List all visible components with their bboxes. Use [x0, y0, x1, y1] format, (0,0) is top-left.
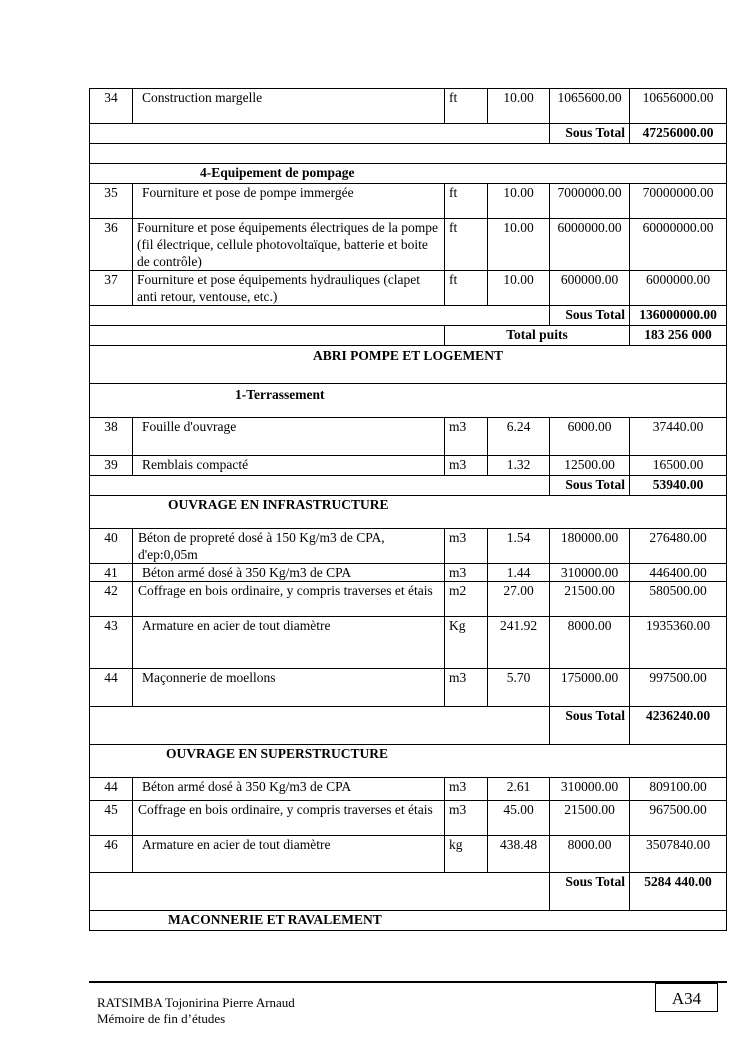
- section-title: OUVRAGE EN SUPERSTRUCTURE: [90, 745, 727, 778]
- item-number: 39: [90, 456, 133, 476]
- section-title: 4-Equipement de pompage: [90, 164, 727, 184]
- item-unit: m2: [445, 582, 488, 617]
- total-row: [90, 326, 727, 346]
- item-description: Fouille d'ouvrage: [133, 418, 445, 456]
- item-description: Maçonnerie de moellons: [133, 669, 445, 707]
- item-unit-price: 21500.00: [550, 801, 630, 836]
- item-unit: m3: [445, 801, 488, 836]
- item-unit: Kg: [445, 617, 488, 669]
- subtotal-label: Sous Total: [550, 124, 630, 144]
- item-unit: m3: [445, 778, 488, 801]
- section-title: MACONNERIE ET RAVALEMENT: [90, 911, 727, 931]
- item-description: Remblais compacté: [133, 456, 445, 476]
- table-row: [90, 184, 727, 219]
- subtotal-row: [90, 476, 727, 496]
- section-header-row: [90, 496, 727, 529]
- item-number: 43: [90, 617, 133, 669]
- item-unit: m3: [445, 529, 488, 564]
- item-unit-price: 8000.00: [550, 836, 630, 873]
- subtotal-value: 47256000.00: [630, 124, 727, 144]
- item-unit: kg: [445, 836, 488, 873]
- item-description: Armature en acier de tout diamètre: [133, 836, 445, 873]
- table-row: [90, 564, 727, 582]
- item-unit-price: 600000.00: [550, 271, 630, 306]
- item-unit: ft: [445, 184, 488, 219]
- section-title: OUVRAGE EN INFRASTRUCTURE: [90, 496, 727, 529]
- item-unit-price: 1065600.00: [550, 89, 630, 124]
- spacer-row: [90, 144, 727, 164]
- section-header-row: [90, 911, 727, 931]
- table-row: [90, 219, 727, 271]
- item-number: 46: [90, 836, 133, 873]
- table-row: [90, 778, 727, 801]
- subtotal-label: Sous Total: [550, 476, 630, 496]
- item-description: Construction margelle: [133, 89, 445, 124]
- item-quantity: 6.24: [488, 418, 550, 456]
- item-amount: 37440.00: [630, 418, 727, 456]
- item-number: 42: [90, 582, 133, 617]
- item-unit-price: 7000000.00: [550, 184, 630, 219]
- item-number: 34: [90, 89, 133, 124]
- table-row: [90, 617, 727, 669]
- subtotal-row: [90, 306, 727, 326]
- estimate-document: [89, 88, 726, 931]
- item-quantity: 10.00: [488, 184, 550, 219]
- item-unit-price: 6000000.00: [550, 219, 630, 271]
- item-unit: ft: [445, 219, 488, 271]
- footer-author: RATSIMBA Tojonirina Pierre Arnaud: [97, 995, 295, 1010]
- bill-of-quantities-table: [89, 88, 727, 931]
- item-amount: 1935360.00: [630, 617, 727, 669]
- item-number: 38: [90, 418, 133, 456]
- total-value: 183 256 000: [630, 326, 727, 346]
- item-unit-price: 310000.00: [550, 564, 630, 582]
- subtotal-label: Sous Total: [550, 306, 630, 326]
- table-row: [90, 89, 727, 124]
- item-amount: 3507840.00: [630, 836, 727, 873]
- footer-author-block: [97, 995, 295, 1027]
- subtotal-row: [90, 707, 727, 745]
- item-description: Fourniture et pose équipements électriques de la pompe (fil électrique, cellule photovoltaïque, batterie et boite de contrôle): [133, 219, 445, 271]
- item-amount: 967500.00: [630, 801, 727, 836]
- footer-rule: [89, 981, 727, 983]
- section-header-row: [90, 164, 727, 184]
- table-row: [90, 418, 727, 456]
- item-number: 44: [90, 778, 133, 801]
- item-amount: 446400.00: [630, 564, 727, 582]
- item-unit-price: 180000.00: [550, 529, 630, 564]
- item-quantity: 10.00: [488, 219, 550, 271]
- section-header-row: [90, 745, 727, 778]
- item-description: Béton de propreté dosé à 150 Kg/m3 de CPA, d'ep:0,05m: [133, 529, 445, 564]
- table-row: [90, 582, 727, 617]
- item-unit: m3: [445, 418, 488, 456]
- item-quantity: 45.00: [488, 801, 550, 836]
- item-amount: 6000000.00: [630, 271, 727, 306]
- item-quantity: 438.48: [488, 836, 550, 873]
- item-quantity: 10.00: [488, 271, 550, 306]
- section-header-row: [90, 346, 727, 384]
- item-quantity: 1.54: [488, 529, 550, 564]
- page-number: A34: [655, 983, 718, 1012]
- subtotal-label: Sous Total: [550, 707, 630, 745]
- item-description: Coffrage en bois ordinaire, y compris traverses et étais: [133, 801, 445, 836]
- total-label: Total puits: [445, 326, 630, 346]
- item-number: 35: [90, 184, 133, 219]
- section-title: ABRI POMPE ET LOGEMENT: [90, 346, 727, 384]
- item-quantity: 1.44: [488, 564, 550, 582]
- table-row: [90, 529, 727, 564]
- item-amount: 60000000.00: [630, 219, 727, 271]
- item-unit-price: 6000.00: [550, 418, 630, 456]
- item-number: 36: [90, 219, 133, 271]
- item-description: Fourniture et pose équipements hydrauliques (clapet anti retour, ventouse, etc.): [133, 271, 445, 306]
- subtotal-row: [90, 873, 727, 911]
- item-unit-price: 12500.00: [550, 456, 630, 476]
- item-number: 37: [90, 271, 133, 306]
- item-description: Béton armé dosé à 350 Kg/m3 de CPA: [133, 778, 445, 801]
- item-amount: 809100.00: [630, 778, 727, 801]
- subtotal-value: 4236240.00: [630, 707, 727, 745]
- item-unit: m3: [445, 456, 488, 476]
- item-unit-price: 310000.00: [550, 778, 630, 801]
- section-title: 1-Terrassement: [90, 384, 727, 418]
- item-description: Armature en acier de tout diamètre: [133, 617, 445, 669]
- table-row: [90, 271, 727, 306]
- item-amount: 70000000.00: [630, 184, 727, 219]
- item-amount: 276480.00: [630, 529, 727, 564]
- item-description: Fourniture et pose de pompe immergée: [133, 184, 445, 219]
- item-amount: 580500.00: [630, 582, 727, 617]
- item-number: 41: [90, 564, 133, 582]
- item-number: 40: [90, 529, 133, 564]
- item-quantity: 241.92: [488, 617, 550, 669]
- footer-subtitle: Mémoire de fin d’études: [97, 1011, 226, 1026]
- item-quantity: 5.70: [488, 669, 550, 707]
- item-unit: m3: [445, 669, 488, 707]
- item-unit-price: 175000.00: [550, 669, 630, 707]
- item-description: Coffrage en bois ordinaire, y compris traverses et étais: [133, 582, 445, 617]
- table-row: [90, 669, 727, 707]
- item-amount: 997500.00: [630, 669, 727, 707]
- item-unit-price: 21500.00: [550, 582, 630, 617]
- item-quantity: 27.00: [488, 582, 550, 617]
- item-quantity: 1.32: [488, 456, 550, 476]
- subtotal-label: Sous Total: [550, 873, 630, 911]
- item-quantity: 10.00: [488, 89, 550, 124]
- item-amount: 16500.00: [630, 456, 727, 476]
- item-unit: m3: [445, 564, 488, 582]
- subtotal-value: 5284 440.00: [630, 873, 727, 911]
- item-quantity: 2.61: [488, 778, 550, 801]
- table-row: [90, 836, 727, 873]
- subtotal-value: 53940.00: [630, 476, 727, 496]
- item-number: 45: [90, 801, 133, 836]
- table-row: [90, 801, 727, 836]
- subtotal-value: 136000000.00: [630, 306, 727, 326]
- item-unit: ft: [445, 271, 488, 306]
- item-number: 44: [90, 669, 133, 707]
- subtotal-row: [90, 124, 727, 144]
- item-amount: 10656000.00: [630, 89, 727, 124]
- item-unit: ft: [445, 89, 488, 124]
- item-description: Béton armé dosé à 350 Kg/m3 de CPA: [133, 564, 445, 582]
- item-unit-price: 8000.00: [550, 617, 630, 669]
- table-row: [90, 456, 727, 476]
- section-header-row: [90, 384, 727, 418]
